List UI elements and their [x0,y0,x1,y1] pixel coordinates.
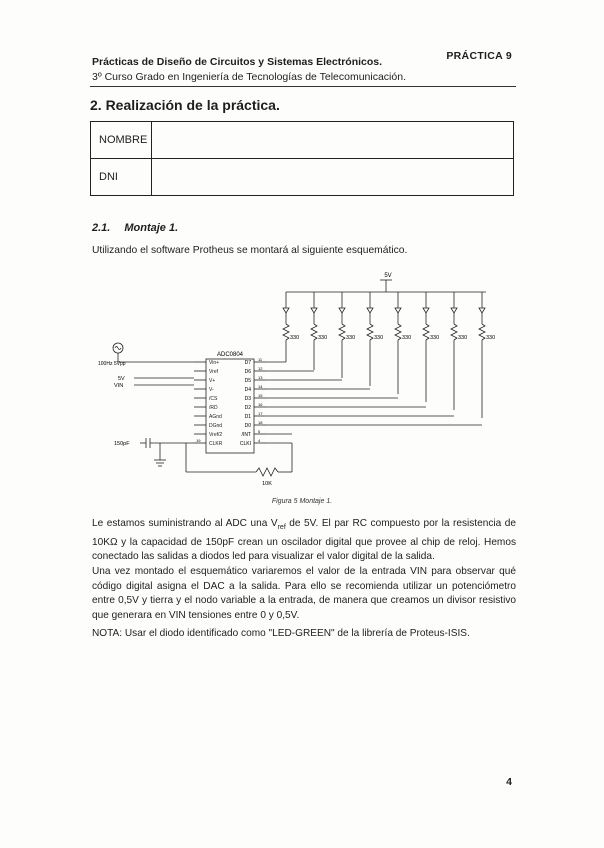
name-label: NOMBRE [91,122,152,159]
chip-left-pin: CLKR [209,441,223,447]
chip-pin-number: 16 [258,402,263,407]
chip-pin-number: 19 [196,438,201,443]
chip-left-pin: /RD [209,405,218,411]
led-icon [395,308,401,313]
dni-label: DNI [91,159,152,196]
led-resistor-value: 330 [346,335,356,341]
chip-pin-number: 13 [258,375,263,380]
chip-left-pin: Vref/2 [209,432,223,438]
figure-caption: Figura 5 Montaje 1. [271,498,333,505]
resistor-symbol [451,324,457,340]
chip-pin-number: 12 [258,366,263,371]
chip-right-pin: D0 [244,423,251,429]
led-resistor-value: 330 [486,335,496,341]
resistor-symbol [395,324,401,340]
led-icon [311,308,317,313]
chip-right-pin: D2 [244,405,251,411]
resistor-symbol [283,324,289,340]
chip-right-pin: D3 [244,396,251,402]
chip-left-pin: /CS [209,396,218,402]
vref-net-label: 5V [118,376,125,382]
course-title: Prácticas de Diseño de Circuitos y Sistemas Electrónicos. [92,56,383,68]
chip-name: ADC0804 [216,352,244,358]
chip-pin-number: 5 [258,429,261,434]
chip-pin-number: 11 [258,357,263,362]
resistor-label: 10K [262,481,272,487]
led-resistor-value: 330 [402,335,412,341]
chip-pin-number: 18 [258,420,263,425]
subsection-heading [92,222,178,234]
section-title: 2. Realización de la práctica. [90,97,280,113]
dni-field[interactable] [152,159,514,196]
chip-left-pin: DGnd [209,423,223,429]
course-subtitle: 3º Curso Grado en Ingeniería de Tecnologías de Telecomunicación. [92,71,406,83]
chip-right-pin: D1 [244,414,251,420]
led-icon [339,308,345,313]
chip-left-pin: V+ [209,378,216,384]
name-field[interactable] [152,122,514,159]
chip-pin-number: 14 [258,384,263,389]
practice-label: PRÁCTICA 9 [446,50,512,62]
chip-right-pin: D7 [244,360,251,366]
chip-right-pin: D5 [244,378,251,384]
vin-net-label: VIN [114,383,124,389]
chip-right-pin: D4 [244,387,251,393]
capacitor-label: 150pF [114,441,130,447]
resistor-symbol [339,324,345,340]
led-resistor-value: 330 [290,335,300,341]
chip-left-pin: AGnd [209,414,222,420]
led-resistor-value: 330 [430,335,440,341]
resistor-symbol [367,324,373,340]
led-icon [367,308,373,313]
subsection-number: 2.1. [92,222,111,234]
chip-left-pin: V- [209,387,214,393]
chip-pin-number: 4 [258,438,261,443]
chip-left-pin: Vref [209,369,218,375]
chip-right-pin: CLKI [239,441,251,447]
chip-pin-number: 15 [258,393,263,398]
intro-text: Utilizando el software Protheus se montará al siguiente esquemático. [92,245,408,256]
paragraph-note: NOTA: Usar el diodo identificado como "LED-GREEN" de la librería de Proteus-ISIS. [92,628,470,639]
page-number: 4 [506,776,512,788]
resistor-symbol [311,324,317,340]
header-rule [90,86,516,87]
paragraph-adc-a: Le estamos suministrando al ADC una V [92,518,278,529]
led-resistor-value: 330 [458,335,468,341]
led-resistor-value: 330 [318,335,328,341]
supply-label: 5V [384,273,392,279]
source-label: 100Hz 5Vpp [98,361,126,367]
led-icon [283,308,289,313]
schematic-diagram [96,262,516,494]
chip-pin-number: 17 [258,411,263,416]
led-icon [423,308,429,313]
resistor-symbol [479,324,485,340]
led-icon [451,308,457,313]
led-icon [479,308,485,313]
resistor-symbol [423,324,429,340]
chip-left-pin: Vin+ [209,360,220,366]
subsection-title: Montaje 1. [124,222,179,234]
chip-right-pin: D6 [244,369,251,375]
student-form [90,121,514,196]
led-resistor-value: 330 [374,335,384,341]
paragraph-adc-b: de 5V. El par RC compuesto por la resistencia de 10KΩ y la capacidad de 150pF crean un oscilador digital que provee al chip de reloj. Hemos conectado las salidas a diodos led para visualizar el valor digital de la salida. [92,518,516,563]
paragraph-procedure: Una vez montado el esquemático variaremos el valor de la entrada VIN para observar qué código digital asigna el DAC a la salida. Para ello se recomienda utilizar un potenciómetro entre 0,5V y tierra y el nodo variable a la entrada, de manera que creamos un divisor resistivo que generara en VIN tensiones entre 0 y 0,5V. [92,566,516,621]
chip-right-pin: /INT [241,432,251,438]
vref-subscript: ref [277,524,286,532]
paragraph-adc [92,517,516,565]
